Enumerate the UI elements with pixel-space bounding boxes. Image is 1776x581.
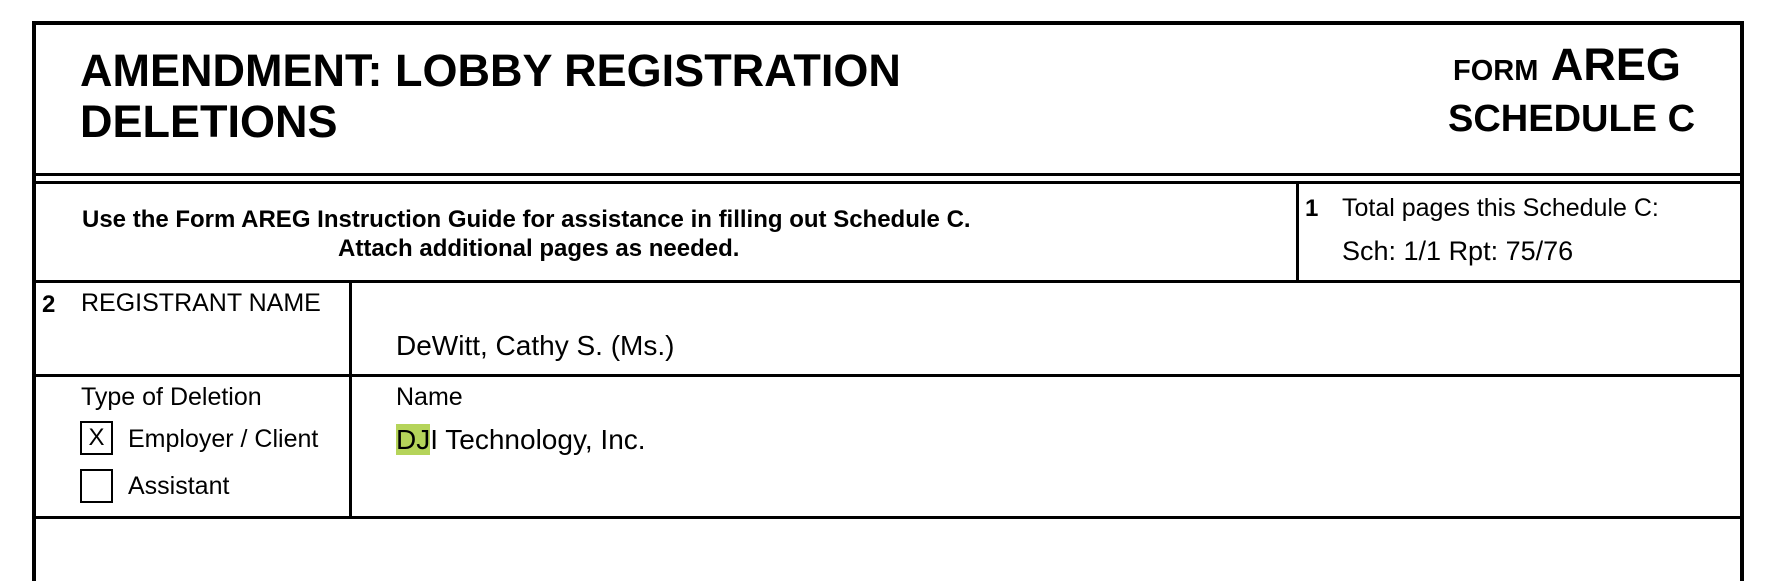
total-pages-value: Sch: 1/1 Rpt: 75/76 [1342,236,1574,266]
form-code: AREG [1550,39,1681,90]
label-column-divider [349,280,352,519]
total-pages-label: Total pages this Schedule C: [1342,194,1659,222]
assistant-label: Assistant [128,472,230,500]
rule-after-deletion [32,516,1744,519]
total-pages-number: 1 [1305,195,1319,222]
deletion-name-value [396,426,646,454]
frame-right [1740,21,1744,581]
registrant-label: REGISTRANT NAME [81,289,321,317]
instruction-line2: Attach additional pages as needed. [338,235,740,262]
employer-client-label: Employer / Client [128,425,319,453]
registrant-number: 2 [42,291,56,318]
assistant-checkbox[interactable] [80,469,113,503]
frame-top [32,21,1744,25]
deletion-name-label: Name [396,383,463,411]
rule-after-instructions [32,280,1744,283]
form-title-line2: DELETIONS [80,96,338,147]
name-rest: I Technology, Inc. [430,424,646,455]
frame-left [32,21,36,581]
header-rule-1 [32,173,1744,176]
form-title-line1: AMENDMENT: LOBBY REGISTRATION [80,45,901,96]
deletion-type-label: Type of Deletion [81,383,262,411]
instruction-line1: Use the Form AREG Instruction Guide for assistance in filling out Schedule C. [82,206,971,233]
total-pages-divider [1296,181,1299,282]
form-prefix: FORM [1453,55,1539,87]
registrant-name-value: DeWitt, Cathy S. (Ms.) [396,330,675,361]
schedule-label: SCHEDULE C [1448,98,1696,140]
form-code-block [1453,39,1681,90]
name-highlight: DJ [396,424,431,455]
header-rule-2 [32,181,1744,184]
rule-after-registrant [32,374,1744,377]
employer-client-checkbox[interactable]: X [80,421,113,455]
